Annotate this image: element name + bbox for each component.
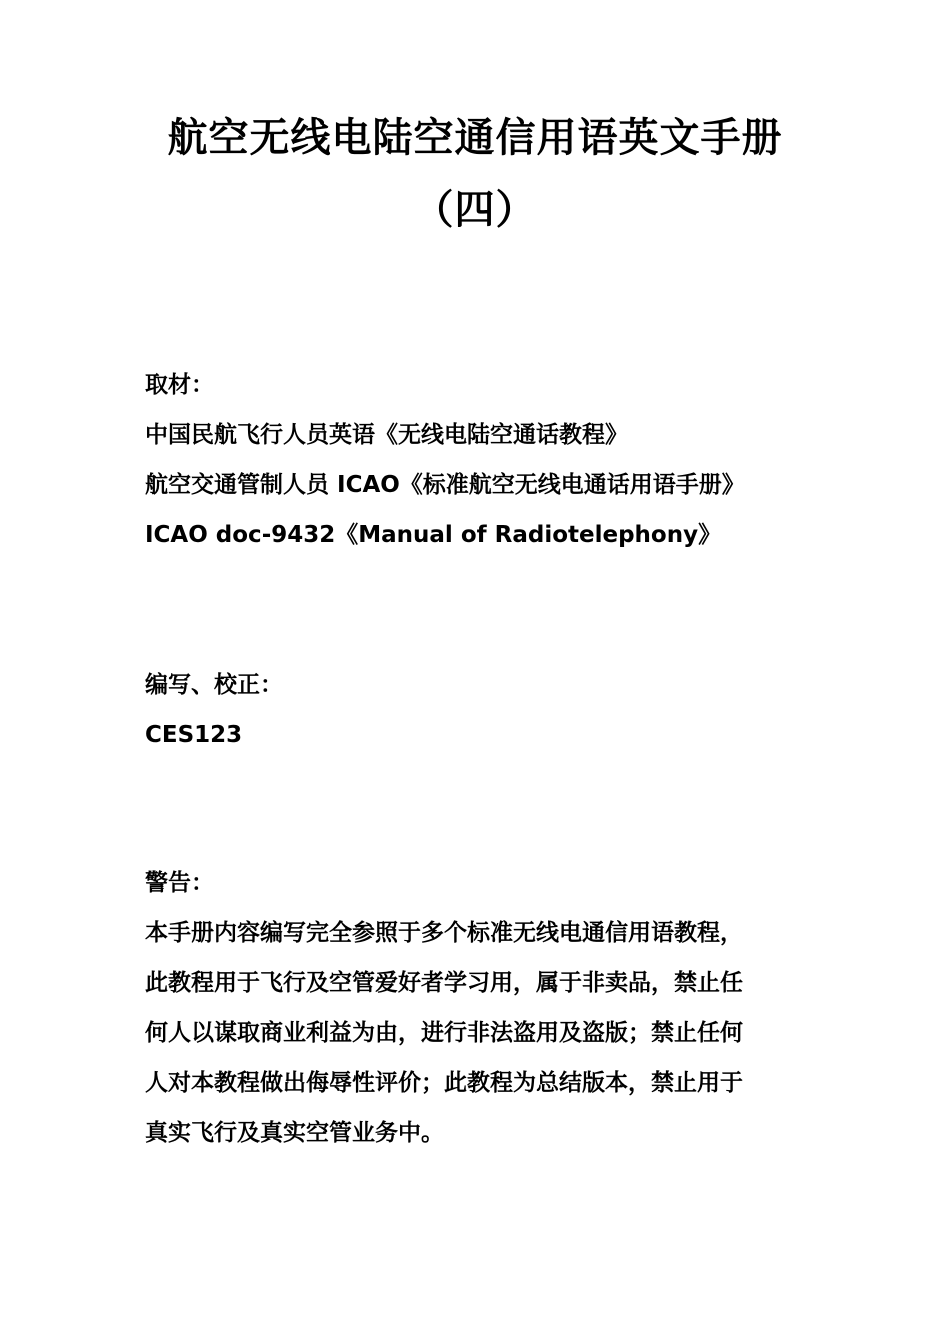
source-item: ICAO doc-9432《Manual of Radiotelephony》 xyxy=(145,522,722,548)
warning-text-line: 此教程用于飞行及空管爱好者学习用，属于非卖品，禁止任 xyxy=(145,970,743,996)
editors-heading: 编写、校正： xyxy=(145,672,283,698)
warning-text-line: 何人以谋取商业利益为由，进行非法盗用及盗版；禁止任何 xyxy=(145,1020,743,1046)
sources-heading: 取材： xyxy=(145,372,214,398)
sources-section xyxy=(145,360,825,560)
warning-section xyxy=(145,858,825,1158)
warning-text-line: 人对本教程做出侮辱性评价；此教程为总结版本，禁止用于 xyxy=(145,1070,743,1096)
source-item: 中国民航飞行人员英语《无线电陆空通话教程》 xyxy=(145,422,628,448)
warning-text-line: 本手册内容编写完全参照于多个标准无线电通信用语教程， xyxy=(145,920,743,946)
document-subtitle-volume: （四） xyxy=(413,187,537,233)
warning-heading: 警告： xyxy=(145,870,214,896)
document-title: 航空无线电陆空通信用语英文手册 xyxy=(167,115,783,161)
warning-text-line: 真实飞行及真实空管业务中。 xyxy=(145,1120,444,1146)
source-item: 航空交通管制人员 ICAO《标准航空无线电通话用语手册》 xyxy=(145,472,745,498)
editor-name: CES123 xyxy=(145,722,243,748)
editors-section xyxy=(145,660,825,760)
